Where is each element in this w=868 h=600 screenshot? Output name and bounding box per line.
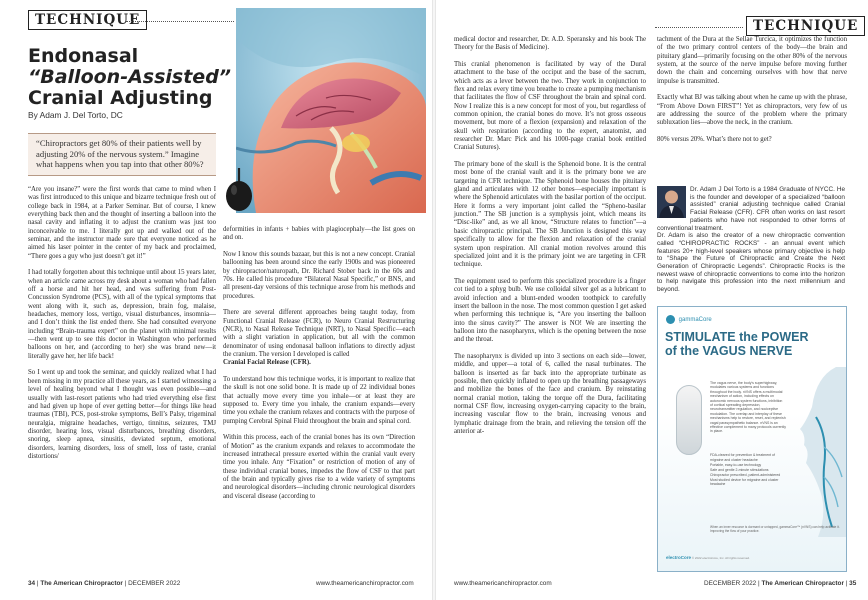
ad-bullet: FDA-cleared for prevention & treatment of migraine and cluster headache: [710, 453, 775, 462]
byline: By Adam J. Del Torto, DC: [28, 110, 123, 120]
paragraph: “Are you insane?” were the first words that came to mind when I was first introduced to this unique and bizarre technique fresh out of college back in 1984, at a Parker Seminar. But of course, I knew everything back then and the thought of inserting a balloon into the nasal cavity and inflating it to adjust the cranium was just too inconceivable to me. I literally got up and walked out of the seminar, and the instructor made sure that everyone noticed as he aimed his laser pointer in the center of my back and proclaimed, “There goes a guy who just doesn’t get it!”: [28, 186, 216, 260]
ad-footer: [666, 555, 840, 560]
paragraph: tachment of the Dura at the Sellae Turcica, it optimizes the function of the two primary control centers of the body—the brain and pituitary gland—primarily focusing on the other 80% of the nervous system, at the source of the nerve impulse before moving further down the chain and concerning ourselves with how that nerve impulse is transmitted.: [657, 36, 847, 85]
tag-divider-left: [126, 21, 234, 22]
section-tag-right: TECHNIQUE: [746, 16, 865, 36]
footer-right: DECEMBER 2022 | The American Chiropractor | 35: [704, 580, 857, 587]
page-number-right: 35: [849, 580, 857, 587]
author-bio: [657, 186, 845, 294]
magazine-name-right: The American Chiropractor: [761, 580, 844, 587]
ad-headline-1: STIMULATE the POWER: [665, 330, 809, 344]
title-line-3: Cranial Adjusting: [28, 87, 213, 109]
bio-paragraph: Dr. Adam is also the creator of a new chiropractic convention called “CHIROPRACTIC ROCKS” - an annual event which features 20+ high-level speakers whose primary objective is help to “Shape the Future of Chiropractic and Create the Next Generation of Chiropractic Legends”. Chiropractic Rocks is the newest wave of chiropractic conventions to come into the horizon to help navigate this profession into the next millennium and beyond.: [657, 232, 845, 294]
technique-name: Cranial Facial Release (CFR).: [223, 359, 311, 367]
paragraph: The primary bone of the skull is the Sphenoid bone. It is the central most bone of the cranial vault and it is the primary bone we are targeting in CFR technique. The Sphenoid bone houses the pituitary gland and articulates with 12 other bones—especially important is where the Sphenoid articulates with the basilar portion of the occiput. Here it forms a very important joint called the “Spheno-basilar junction.” The SB junction is a symphysis joint, which means its “Disc-like” and, as we all know, “Structure relates to function”—a basic chiropractic principal. The SB Junction is designed this way specifically to allow for the flexion and relaxation of the cranial system upon respiration. All cranial motion revolves around this specialized joint and it is the primary joint we are targeting in CFR technique.: [454, 161, 646, 269]
ad-device-icon: [676, 385, 702, 455]
paragraph: Within this process, each of the cranial bones has its own “Direction of Motion” as the cranium expands and relaxes to accommodate the increased intrathecal pressure exerted within the cranial vault every time you inhale. Any “Fixation” or restriction of motion of any of these individual cranial bones, impedes the flow of CSF to that part of the brain and typically gives rise to a wide variety of symptoms and neurological disorders—including chronic neurological disorders and visceral disease (according to: [223, 434, 415, 500]
paragraph: To understand how this technique works, it is important to realize that the skull is not one solid bone. It is made up of 22 individual bones that actually move every time you inhale—or at least they are supposed to. Every time you inhale, the cranium expands—every time you exhale the cranium relaxes and contracts with the purpose of pumping Cerebral Spinal Fluid throughout the brain and spinal cord.: [223, 376, 415, 425]
ad-logo-mark-icon: [666, 315, 675, 324]
right-column-1: [454, 36, 646, 445]
ad-footer-text: © 2022 electroCore, Inc. All rights reserved.: [691, 556, 750, 560]
left-column-2: [223, 226, 415, 509]
ad-bullet: Safe and gentle 2-minute stimulations: [710, 467, 769, 472]
ad-brand-logo: gammaCore: [666, 315, 712, 324]
left-column-1: [28, 186, 216, 470]
paragraph: The nasopharynx is divided up into 3 sections on each side—lower, middle, and upper—a total of 6, called the nasal turbinates. The balloon is inserted as far back into the appropriate turbinate as possible, then quickly inflated to open up the breathing passageways and mobilize the bones of the face and cranium. By reinstating normal cranial motion, taking the torque off the Dura, facilitating normal CSF flow, increasing oxygen-carrying capacity to the brain, increasing vascular flow to the brain, increasing venous and lymphatic drainage from the brain, and relieving the tension off the anterior at-: [454, 352, 646, 435]
pull-quote: “Chiropractors get 80% of their patients well by adjusting 20% of the nervous system.” Imagine what happens when you tap into that other 80%?: [28, 133, 216, 176]
balloon-bulb-icon: [222, 168, 256, 212]
ad-footer-brand: electroCore: [666, 555, 692, 560]
footer-left: 34 | The American Chiropractor | DECEMBER 2022: [28, 580, 181, 587]
paragraph: Exactly what BJ was talking about when he came up with the phrase, “From Above Down FIRST”! Yet as chiropractors, very few of us are addressing the source of the problem where the primary subluxation lies—above the neck, in the cranium.: [657, 94, 847, 127]
ad-face-graphic: [776, 367, 846, 537]
gammacore-advertisement[interactable]: [657, 306, 847, 572]
right-column-2: [657, 36, 847, 153]
ad-bullet-list: [710, 453, 786, 487]
ad-bullet: Portable, easy-to-use technology: [710, 462, 762, 467]
paragraph: medical doctor and researcher, Dr. A.D. Speransky and his book The Theory for the Basis of Medicine).: [454, 36, 646, 52]
ad-bullet: Chiropractor prescribed, patient-administered: [710, 472, 781, 477]
magazine-name-left: The American Chiropractor: [40, 580, 123, 587]
footer-url-right[interactable]: www.theamericanchiropractor.com: [454, 580, 552, 587]
footer-url-left[interactable]: www.theamericanchiropractor.com: [316, 580, 414, 587]
anatomy-illustration: [236, 8, 426, 213]
issue-date-right: DECEMBER 2022: [704, 580, 757, 587]
paragraph: I had totally forgotten about this technique until about 15 years later, when an article came across my desk about a woman who had fallen off a horse and hit her head, and was suffering from Post-Concussion Syndrome (PCS), with all of the typical symptoms that went along with it, such as, depression, brain fog, malaise, headaches, memory loss, vertigo, visual disturbances, insomnia—and I don’t think the list ended there. She had consulted everyone including “Brain-trauma expert” on the planet with minimal results—then went up to see this doctor in Washington who performed balloons on her, and (according to her) she was brand new—it literally gave her, her life back!: [28, 269, 216, 360]
ad-body-text: The vagus nerve, the body’s superhighway, modulates various systems and functions throughout the body. nVNS offers a multimodal mechanism of action, including effects on autonomic nervous system functions, inhibition of cortical spreading depression, neurotransmitter regulation, and nociceptive modulation. The overlap and interplay of these mechanisms help to restore, reset, and replenish vagal parasympathetic balance. nVNS is an effective complement to many protocols currently in place.: [710, 381, 786, 434]
issue-date-left: DECEMBER 2022: [128, 580, 181, 587]
title-line-1: Endonasal: [28, 45, 139, 67]
ad-headline-2: of the VAGUS NERVE: [665, 344, 793, 358]
page-gutter: [432, 0, 436, 600]
paragraph: This cranial phenomenon is facilitated by way of the Dural attachment to the base of the occiput and the base of the sacrum, which acts as a lever between the two. They work in conjunction to flex and relax every time you breathe to create a pumping mechanism that facilitates the flow of CSF throughout the brain and spinal cord. Now I realize this is a new concept for most of you, but regardless of common opinion, the cranial bones do move. It’s not gross osseous movement, but more of a flexion (expansion) and relaxation of the skull with respiration (according to the expert, anatomist, and researcher Dr. Marc Pick and his 1000-page cranial book entitled Cranial Sutures).: [454, 60, 646, 152]
tag-divider-right: [655, 27, 743, 28]
paragraph: Now I know this sounds bazaar, but this is not a new concept. Cranial ballooning has been around since the early 1900s and was pioneered by chiropractor/naturopath, Dr. Richard Stober back in the 60s and 70s. He called his procedure “Bilateral Nasal Specific,” or BNS, and all present-day versions of this technique arose from his methods and procedures.: [223, 250, 415, 300]
page-number-left: 34: [28, 580, 36, 587]
ad-fine-print: When an inner resource is dormant or untapped, gammaCore™ (nVNS) can help activate it. Improving the flow of your practice.: [710, 525, 840, 534]
article-title: [28, 45, 232, 109]
author-photo: [657, 186, 686, 218]
paragraph: The equipment used to perform this specialized procedure is a finger cot tied to a sphyg bulb. We use colloidal silver gel as a lubricant to avoid infection and a blunt-ended wooden toothpick to carefully insert the balloon in the nose. The most common question I get asked when performing this technique is, “Are you inserting the balloon into the sinus cavity?” The answer is NO! We are inserting the balloon into the nasopharynx, which is the opening between the nose and the throat.: [454, 277, 646, 344]
paragraph: 80% versus 20%. What’s there not to get?: [657, 136, 772, 144]
ad-bullet: Most studied device for migraine and cluster headache: [710, 477, 779, 487]
section-tag-left: TECHNIQUE: [28, 10, 147, 30]
title-line-2: “Balloon-Assisted”: [28, 66, 232, 88]
paragraph: deformities in infants + babies with plagiocephaly—the list goes on and on.: [223, 226, 415, 242]
paragraph: So I went up and took the seminar, and quickly realized what I had been missing in my practice all these years, as I started witnessing a level of healing beyond what I thought was even possible—and usually with last-resort patients who had tried everything else first and had given up hope of ever getting better—for things like head traumas (TBI), PCS, post-stroke symptoms, Bell’s Palsy, trigeminal neuralgia, migraine headaches, vertigo, tinnitus, seizures, TMJ disorder, hearing loss, visual disturbances, breathing disorders, snoring, sleep apnea, sinusitis, deviated septum, emotional disorders, learning disorders, loss of smell, loss of taste, cranial distortions/: [28, 369, 216, 460]
paragraph: There are several different approaches being taught today, from Functional Cranial Release (FCR), to Neuro Cranial Restructuring (NCR), to Nasal Release Technique (NRT), to Nasal Specific—each with a slight variation in application, but all with the common denominator of using endonasal balloon inflations to directly adjust the cranium. The version I developed is called: [223, 309, 415, 359]
bio-paragraph: Dr. Adam J Del Torto is a 1984 Graduate of NYCC. He is the founder and developer of a specialized “balloon assisted” cranial adjusting technique called Cranial Facial Release (CFR). CFR often works on last resort patients who have not responded to other forms of conventional treatment.: [657, 186, 845, 232]
